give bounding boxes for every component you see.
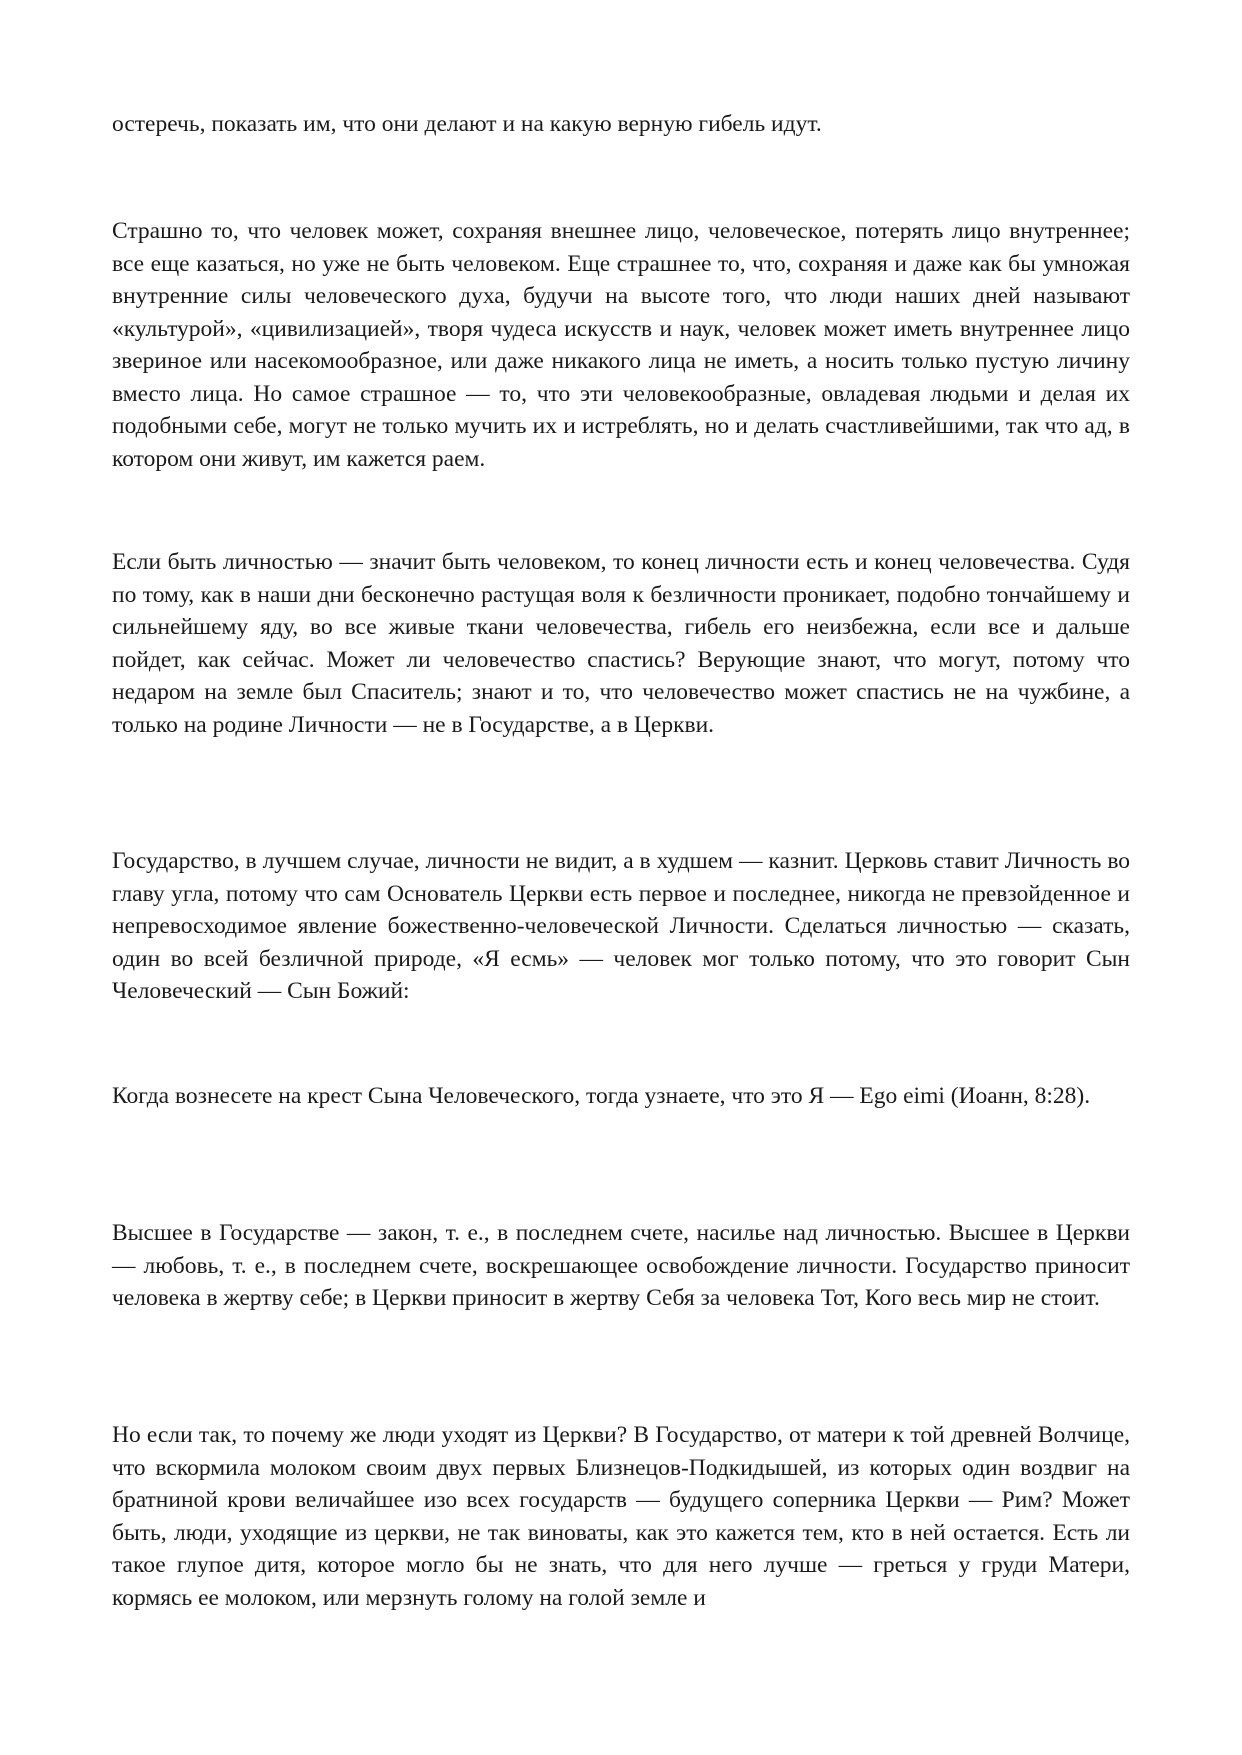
paragraph-human-face: Страшно то, что человек может, сохраняя внешнее лицо, человеческое, потерять лицо внутреннее; все еще казаться, но уже не быть человеком. Еще страшнее то, что, сохраняя и даже как бы умножая внутренние силы человеческого духа, будучи на высоте того, что люди наших дней называют «культурой», «цивилизацией», творя чудеса искусств и наук, человек может иметь внутреннее лицо звериное или насекомообразное, или даже никакого лица не иметь, а носить только пустую личину вместо лица. Но самое страшное — то, что эти человекообразные, овладевая людьми и делая их подобными себе, могут не только мучить их и истреблять, но и делать счастливейшими, так что ад, в котором они живут, им кажется раем. (112, 218, 1130, 472)
paragraph-law-love: Высшее в Государстве — закон, т. е., в последнем счете, насилье над личностью. Высшее в Церкви — любовь, т. е., в последнем счете, воскрешающее освобождение личности. Государство приносит человека в жертву себе; в Церкви приносит в жертву Себя за человека Тот, Кого весь мир не стоит. (112, 1220, 1130, 1311)
paragraph-leaving-church: Но если так, то почему же люди уходят из Церкви? В Государство, от матери к той древней Волчице, что вскормила молоком своим двух первых Близнецов-Подкидышей, из которых один воздвиг на братниной крови величайшее изо всех государств — будущего соперника Церкви — Рим? Может быть, люди, уходящие из церкви, не так виноваты, как это кажется тем, кто в ней остается. Есть ли такое глупое дитя, которое могло бы не знать, что для него лучше — греться у груди Матери, кормясь ее молоком, или мерзнуть голому на голой земле и (112, 1422, 1130, 1611)
paragraph-personality: Если быть личностью — значит быть человеком, то конец личности есть и конец человечества. Судя по тому, как в наши дни бесконечно растущая воля к безличности проникает, подобно тончайшему и сильнейшему яду, во все живые ткани человечества, гибель его неизбежна, если все и дальше пойдет, как сейчас. Может ли человечество спастись? Верующие знают, что могут, потому что недаром на земле был Спаситель; знают и то, что человечество может спастись не на чужбине, а только на родине Личности — не в Государстве, а в Церкви. (112, 549, 1130, 738)
paragraph-state-church: Государство, в лучшем случае, личности не видит, а в худшем — казнит. Церковь ставит Личность во главу угла, потому что сам Основатель Церкви есть первое и последнее, никогда не превзойденное и непревосходимое явление божественно-человеческой Личности. Сделаться личностью — сказать, один во всей безличной природе, «Я есмь» — человек мог только потому, что это говорит Сын Человеческий — Сын Божий: (112, 848, 1130, 1004)
paragraph-continuation: остеречь, показать им, что они делают и на какую верную гибель идут. (112, 111, 822, 137)
paragraph-quotation: Когда вознесете на крест Сына Человеческого, тогда узнаете, что это Я — Ego eimi (Иоанн, 8:28). (112, 1083, 1091, 1109)
